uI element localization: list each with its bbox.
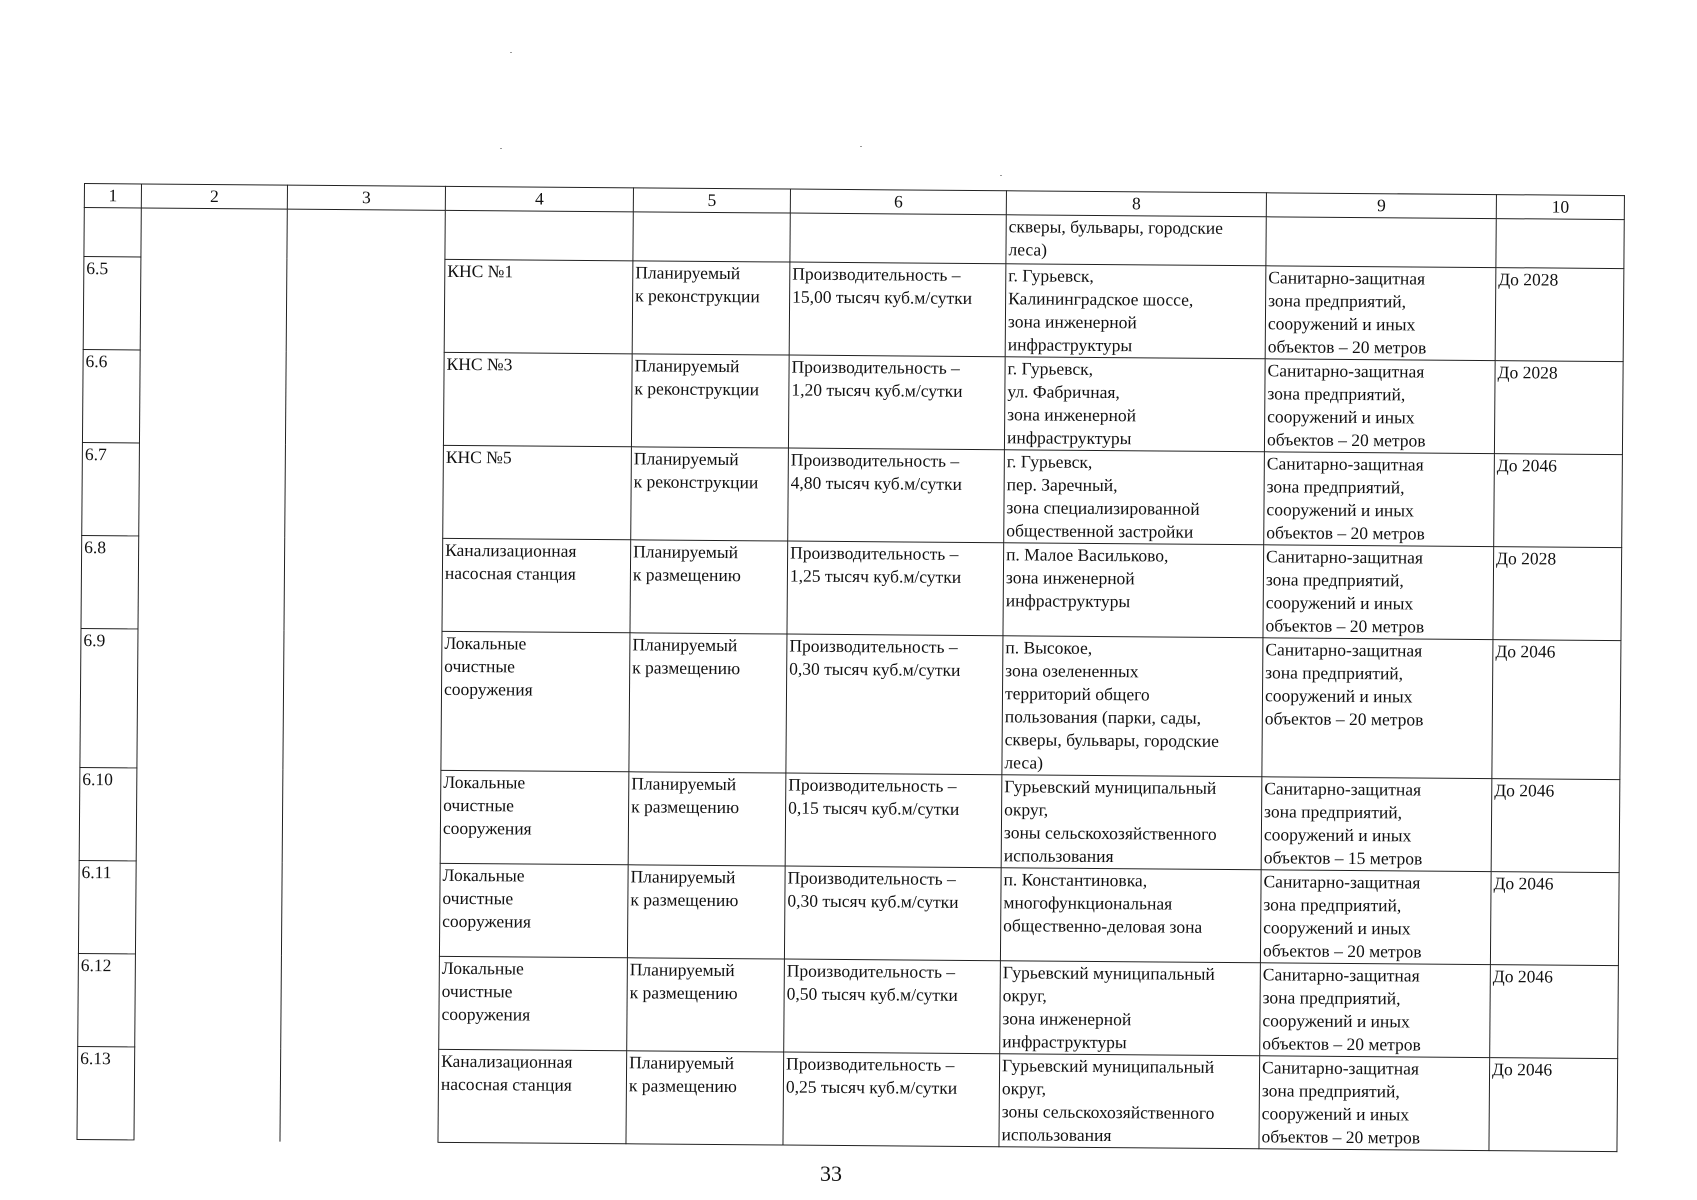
cell-location: Гурьевский муниципальный округ, зоны сельскохозяйственного использования (999, 1054, 1260, 1149)
cell-name: Канализационная насосная станция (438, 1049, 627, 1143)
scan-speck (500, 148, 502, 149)
cell-status: Планируемый к размещению (627, 865, 785, 959)
cell-term: До 2046 (1491, 779, 1620, 873)
cell-num: 6.9 (80, 628, 138, 767)
cell-capacity: Производительность – 4,80 тысяч куб.м/сутки (788, 448, 1005, 543)
cell-location: п. Малое Васильково, зона инженерной инфраструктуры (1003, 543, 1264, 638)
scan-speck (1000, 175, 1002, 176)
cell-capacity (790, 213, 1006, 264)
cell-num: 6.5 (83, 257, 141, 350)
cell-capacity: Производительность – 1,20 тысяч куб.м/сутки (788, 355, 1005, 450)
scan-speck (860, 146, 862, 147)
column-header: 1 (84, 184, 141, 208)
column-header: 8 (1006, 191, 1266, 217)
cell-status: Планируемый к реконструкции (631, 447, 789, 541)
cell-location: п. Высокое, зона озелененных территорий общего пользования (парки, сады, скверы, бульвары, городские леса) (1002, 636, 1263, 777)
cell-name: Локальные очистные сооружения (441, 631, 630, 771)
cell-term: До 2028 (1494, 361, 1623, 455)
cell-location: г. Гурьевск, Калининградское шоссе, зона инженерной инфраструктуры (1005, 264, 1266, 359)
cell-name: КНС №1 (444, 259, 633, 353)
cell-status: Планируемый к размещению (627, 958, 785, 1052)
cell-location: п. Константиновка, многофункциональная общественно-деловая зона (1000, 868, 1261, 963)
cell-zone: Санитарно-защитная зона предприятий, сооружений и иных объектов – 20 метров (1260, 963, 1491, 1058)
column-header: 9 (1266, 193, 1496, 219)
cell-num: 6.10 (79, 767, 137, 860)
cell-capacity: Производительность – 15,00 тысяч куб.м/сутки (789, 262, 1006, 357)
cell-zone: Санитарно-защитная зона предприятий, сооружений и иных объектов – 20 метров (1263, 545, 1494, 640)
cell-zone: Санитарно-защитная зона предприятий, сооружений и иных объектов – 15 метров (1261, 777, 1492, 872)
cell-status: Планируемый к реконструкции (631, 354, 789, 448)
cell-capacity: Производительность – 0,50 тысяч куб.м/сутки (784, 959, 1001, 1054)
cell-status: Планируемый к размещению (630, 540, 788, 634)
cell-location: Гурьевский муниципальный округ, зоны сельскохозяйственного использования (1001, 775, 1262, 870)
cell-location: г. Гурьевск, ул. Фабричная, зона инженерной инфраструктуры (1004, 357, 1265, 452)
cell-capacity: Производительность – 1,25 тысяч куб.м/сутки (787, 541, 1004, 636)
cell-num (84, 208, 141, 257)
cell-zone: Санитарно-защитная зона предприятий, сооружений и иных объектов – 20 метров (1264, 359, 1495, 454)
cell-zone: Санитарно-защитная зона предприятий, сооружений и иных объектов – 20 метров (1259, 1056, 1490, 1151)
cell-term: До 2046 (1490, 965, 1619, 1059)
facilities-table (76, 183, 1624, 1152)
cell-status (633, 212, 790, 262)
column-header: 3 (287, 185, 445, 210)
column-header: 5 (633, 188, 790, 213)
table-body (77, 184, 1624, 1152)
cell-name: Локальные очистные сооружения (439, 863, 628, 957)
cell-num: 6.12 (78, 953, 136, 1046)
cell-status: Планируемый к размещению (629, 633, 787, 773)
cell-zone (1266, 217, 1496, 268)
cell-capacity: Производительность – 0,25 тысяч куб.м/сутки (783, 1052, 1000, 1147)
cell-zone: Санитарно-защитная зона предприятий, сооружений и иных объектов – 20 метров (1262, 638, 1493, 779)
column-header: 10 (1496, 195, 1624, 220)
cell-term: До 2046 (1489, 1058, 1618, 1152)
cell-num: 6.6 (82, 349, 140, 442)
cell-name: КНС №3 (443, 352, 632, 446)
cell-name: КНС №5 (443, 445, 632, 539)
cell-location: скверы, бульвары, городские леса) (1006, 215, 1266, 266)
cell-capacity: Производительность – 0,30 тысяч куб.м/сутки (786, 634, 1003, 775)
cell-capacity: Производительность – 0,30 тысяч куб.м/сутки (784, 866, 1001, 961)
cell-zone: Санитарно-защитная зона предприятий, сооружений и иных объектов – 20 метров (1265, 266, 1496, 361)
cell-term: До 2046 (1494, 454, 1623, 548)
cell-capacity: Производительность – 0,15 тысяч куб.м/сутки (785, 773, 1002, 868)
cell-location: г. Гурьевск, пер. Заречный, зона специализированной общественной застройки (1004, 450, 1265, 545)
cell-term: До 2046 (1492, 640, 1621, 780)
cell-num: 6.7 (82, 442, 140, 535)
cell-name: Локальные очистные сооружения (440, 770, 629, 864)
cell-term: До 2028 (1495, 268, 1624, 362)
column-header: 4 (445, 186, 633, 211)
cell-zone: Санитарно-защитная зона предприятий, сооружений и иных объектов – 20 метров (1260, 870, 1491, 965)
cell-term (1496, 219, 1624, 269)
column-header: 2 (141, 184, 287, 209)
cell-term: До 2046 (1490, 872, 1619, 966)
cell-status: Планируемый к реконструкции (632, 261, 790, 355)
cell-zone: Санитарно-защитная зона предприятий, сооружений и иных объектов – 20 метров (1264, 452, 1495, 547)
cell-num: 6.13 (77, 1046, 135, 1139)
cell-col2-merged (134, 208, 287, 1141)
column-header: 6 (790, 189, 1006, 215)
table-container (76, 183, 1624, 1152)
cell-num: 6.8 (81, 535, 139, 628)
cell-term: До 2028 (1493, 547, 1622, 641)
cell-name: Канализационная насосная станция (442, 538, 631, 632)
cell-name: Локальные очистные сооружения (439, 956, 628, 1050)
scan-speck (510, 52, 512, 53)
cell-status: Планируемый к размещению (628, 772, 786, 866)
cell-num: 6.11 (78, 860, 136, 953)
cell-name (445, 210, 633, 260)
cell-status: Планируемый к размещению (626, 1051, 784, 1145)
cell-location: Гурьевский муниципальный округ, зона инженерной инфраструктуры (1000, 961, 1261, 1056)
cell-col3-merged (280, 209, 445, 1142)
page-number: 33 (820, 1161, 842, 1186)
